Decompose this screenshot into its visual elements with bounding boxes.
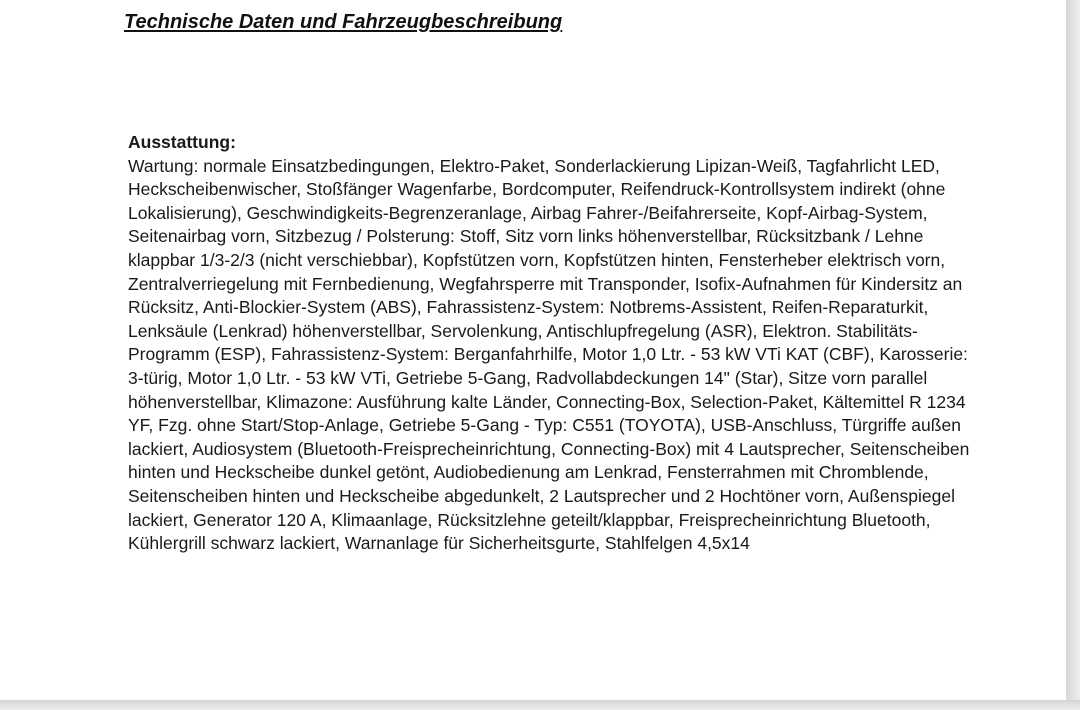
document-title: Technische Daten und Fahrzeugbeschreibung [124,11,563,33]
equipment-heading: Ausstattung: [128,132,236,152]
equipment-text: Wartung: normale Einsatzbedingungen, Elektro-Paket, Sonderlackierung Lipizan-Weiß, Tagfahrlicht LED, Heckscheibenwischer, Stoßfänger Wagenfarbe, Bordcomputer, Reifendruck-Kontrollsystem indirekt (ohne Lokalisierung), Geschwindigkeits-Begrenzeranlage, Airbag Fahrer-/Beifahrerseite, Kopf-Airbag-System, Seitenairbag vorn, Sitzbezug / Polsterung: Stoff, Sitz vorn links höhenverstellbar, Rücksitzbank / Lehne klappbar 1/3-2/3 (nicht verschiebbar), Kopfstützen vorn, Kopfstützen hinten, Fensterheber elektrisch vorn, Zentralverriegelung mit Fernbedienung, Wegfahrsperre mit Transponder, Isofix-Aufnahmen für Kindersitz an Rücksitz, Anti-Blockier-System (ABS), Fahrassistenz-System: Notbrems-Assistent, Reifen-Reparaturkit, Lenksäule (Lenkrad) höhenverstellbar, Servolenkung, Antischlupfregelung (ASR), Elektron. Stabilitäts-Programm (ESP), Fahrassistenz-System: Berganfahrhilfe, Motor 1,0 Ltr. - 53 kW VTi KAT (CBF), Karosserie: 3-türig, Motor 1,0 Ltr. - 53 kW VTi, Getriebe 5-Gang, Radvollabdeckungen 14" (Star), Sitze vorn parallel höhenverstellbar, Klimazone: Ausführung kalte Länder, Connecting-Box, Selection-Paket, Kältemittel R 1234 YF, Fzg. ohne Start/Stop-Anlage, Getriebe 5-Gang - Typ: C551 (TOYOTA), USB-Anschluss, Türgriffe außen lackiert, Audiosystem (Bluetooth-Freisprecheinrichtung, Connecting-Box) mit 4 Lautsprecher, Seitenscheiben hinten und Heckscheibe dunkel getönt, Audiobedienung am Lenkrad, Fensterrahmen mit Chromblende, Seitenscheiben hinten und Heckscheibe abgedunkelt, 2 Lautsprecher und 2 Hochtöner vorn, Außenspiegel lackiert, Generator 120 A, Klimaanlage, Rücksitzlehne geteilt/klappbar, Freisprecheinrichtung Bluetooth, Kühlergrill schwarz lackiert, Warnanlage für Sicherheitsgurte, Stahlfelgen 4,5x14 [128,155,970,554]
equipment-section [128,131,978,556]
page-edge-right [1066,0,1080,710]
page-edge-bottom [0,700,1080,710]
